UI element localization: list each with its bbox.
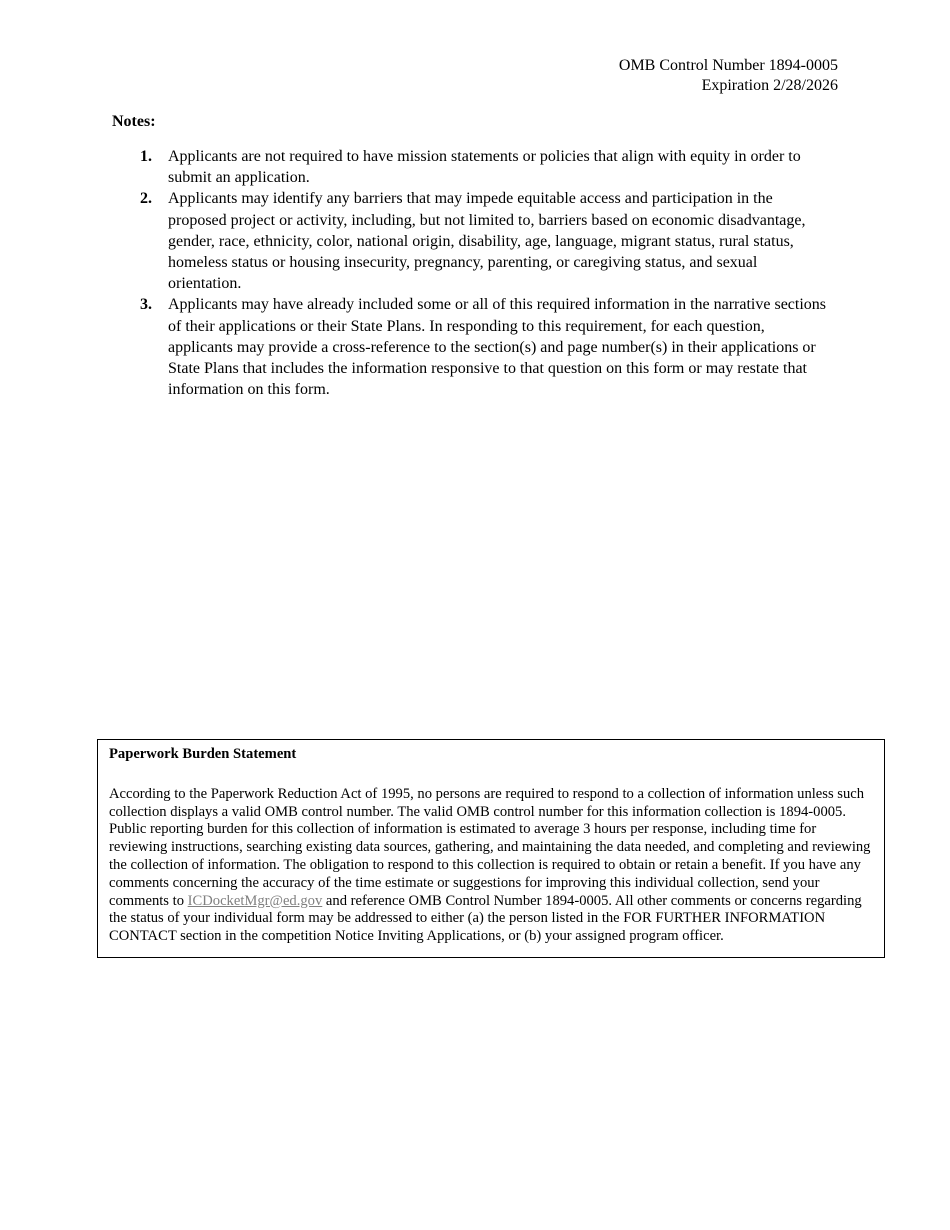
- note-number: 3.: [140, 296, 152, 314]
- burden-text-before-link: According to the Paperwork Reduction Act of 1995, no persons are required to respond to a collection of information unless such collection displays a valid OMB control number. The valid OMB control number for this information collection is 1894-0005. Public reporting burden for this collection of information is estimated to average 3 hours per response, including time for reviewing instructions, searching existing data sources, gathering, and maintaining the data needed, and completing and reviewing the collection of information. The obligation to respond to this collection is required to obtain or retain a benefit. If you have any comments concerning the accuracy of the time estimate or suggestions for improving this individual collection, send your comments to: [109, 785, 871, 909]
- note-text: Applicants may have already included some or all of this required information in the narrative sections of their applications or their State Plans. In responding to this requirement, for each question, applicants may provide a cross-reference to the section(s) and page number(s) in their applications or State Plans that includes the information responsive to that question on this form or may restate that information on this form.: [168, 296, 827, 399]
- burden-text-after-link: and reference OMB Control Number 1894-0005. All other comments or concerns regarding the status of your individual form may be addressed to either (a) the person listed in the FOR FURTHER INFORMATION CONTACT section in the competition Notice Inviting Applications, or (b) your assigned program officer.: [109, 892, 862, 945]
- note-item: [112, 146, 832, 188]
- omb-header: [619, 56, 838, 96]
- notes-heading: Notes:: [112, 113, 156, 130]
- note-item: [112, 294, 832, 400]
- note-text: Applicants are not required to have mission statements or policies that align with equity in order to submit an application.: [168, 148, 801, 187]
- docket-email-link[interactable]: ICDocketMgr@ed.gov: [187, 892, 323, 909]
- omb-expiration: Expiration 2/28/2026: [701, 77, 838, 94]
- paperwork-burden-text: [109, 786, 873, 946]
- notes-list: [112, 146, 832, 400]
- note-item: [112, 188, 832, 294]
- omb-control-number: OMB Control Number 1894-0005: [618, 57, 838, 74]
- note-number: 2.: [140, 190, 152, 208]
- paperwork-burden-box: [97, 739, 885, 958]
- note-text: Applicants may identify any barriers that may impede equitable access and participation in the proposed project or activity, including, but not limited to, barriers based on economic disadvantage, gender, race, ethnicity, color, national origin, disability, age, language, migrant status, rural status, homeless status or housing insecurity, pregnancy, parenting, or caregiving status, and sexual orientation.: [168, 190, 806, 293]
- paperwork-burden-title: Paperwork Burden Statement: [109, 746, 297, 762]
- note-number: 1.: [140, 148, 152, 165]
